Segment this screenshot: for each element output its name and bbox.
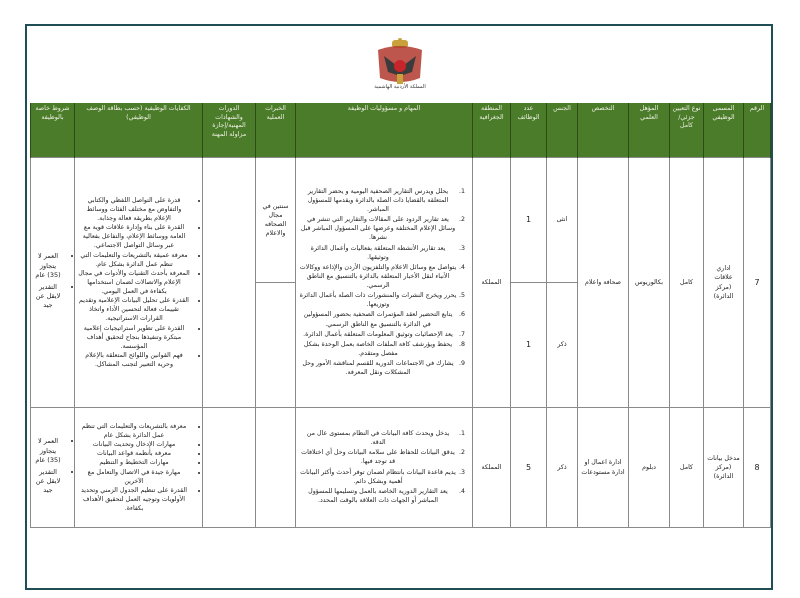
competency-item: • القدرة على تطوير استراتيجيات إعلامية مبتكرة وتنفيذها بنجاح لتحقيق أهداف المؤسسة. bbox=[78, 324, 190, 351]
tasks-list bbox=[299, 187, 469, 378]
task-item: 9. يشارك في الاجتماعات الدورية للقسم لمناقشة الأمور وحل المشكلات ونقل المعرفة. bbox=[299, 359, 457, 377]
condition-item: • التقدير لايقل عن جيد bbox=[34, 283, 62, 311]
task-item: 2. يدقق البيانات للحفاظ على سلامة البيانات وحل أي اختلافات قد توجد فيها. bbox=[299, 448, 457, 466]
conditions-cell bbox=[31, 158, 75, 408]
table-row bbox=[31, 158, 771, 283]
experience: سنتين في مجال الصحافه والاعلام bbox=[256, 158, 296, 283]
task-item: 1. يحلل ويدرس التقارير الصحفية اليومية و يحضر التقارير المتعلقة بالقضايا ذات الصلة بالدائرة ويقدمها للمسؤول المباشر. bbox=[299, 187, 457, 214]
condition-item: • التقدير لايقل عن جيد bbox=[34, 468, 62, 496]
tasks-cell bbox=[296, 408, 473, 528]
region: المملكة bbox=[473, 408, 511, 528]
condition-item: • العمر لا يتجاوز (35) عام bbox=[34, 252, 62, 280]
job-count: 1 bbox=[511, 158, 547, 283]
competency-item: • القدرة على بناء وإدارة علاقات قوية مع العامة ووسائط الإعلام، والتفاعل بفعالية عبر وسائل التواصل الاجتماعي. bbox=[78, 223, 190, 250]
row-number: 8 bbox=[744, 408, 771, 528]
competency-item: • مهارات التخطيط و التنظيم bbox=[78, 458, 190, 467]
task-item: 1. يدخل ويحدث كافة البيانات في النظام بمستوى عال من الدقة. bbox=[299, 429, 457, 447]
job-count: 1 bbox=[511, 283, 547, 408]
competency-item: • معرفة بأنظمة قواعد البيانات bbox=[78, 449, 190, 458]
experience-empty bbox=[256, 283, 296, 408]
task-item: 7. يعد الإحصائيات وتوثيق المعلومات المتعلقة بأعمال الدائرة. bbox=[299, 330, 457, 339]
tasks-cell bbox=[296, 158, 473, 408]
royal-emblem-icon bbox=[370, 38, 430, 90]
col-competencies: الكفايات الوظيفية (حسب بطاقة الوصف الوظيفي) bbox=[75, 103, 203, 158]
appointment-type: كامل bbox=[670, 408, 704, 528]
col-appointment-type: نوع التعيين جزئي/ كامل bbox=[670, 103, 704, 158]
competency-item: • المعرفة بأحدث التقنيات والأدوات في مجال الإعلام والاتصالات لضمان استخدامها بكفاءة في العمل اليومي. bbox=[78, 269, 190, 296]
competencies-cell bbox=[75, 408, 203, 528]
competency-item: • معرفة بالتشريعات والتعليمات التي تنظم عمل الدائرة بشكل عام bbox=[78, 422, 190, 440]
competency-item: • قدرة على التواصل اللفظي والكتابي والتفاوض مع مختلف الفئات ووسائط الإعلام بطريقة فعالة وجذابة. bbox=[78, 196, 190, 223]
task-item: 6. يتابع التحضير لعقد المؤتمرات الصحفية بحضور المسؤولين في الدائرة بالتنسيق مع الناطق الرسمي. bbox=[299, 310, 457, 328]
tasks-list bbox=[299, 429, 469, 505]
courses bbox=[203, 158, 256, 408]
job-title: مدخل بيانات (مركز الدائرة) bbox=[704, 408, 744, 528]
col-region: المنطقة الجغرافية bbox=[473, 103, 511, 158]
competencies-list bbox=[78, 422, 199, 513]
table-header-row bbox=[31, 103, 771, 158]
experience bbox=[256, 408, 296, 528]
appointment-type: كامل bbox=[670, 158, 704, 408]
job-title: اداري علاقات (مركز الدائرة) bbox=[704, 158, 744, 408]
task-item: 3. يديم قاعدة البيانات بانتظام لضمان توفر أحدث وأكثر البيانات أهمية وبشكل دائم. bbox=[299, 468, 457, 486]
gender: انثى bbox=[547, 158, 578, 283]
col-gender: الجنس bbox=[547, 103, 578, 158]
competency-item: • القدرة على تنظيم الجدول الزمني وتحديد الأولويات وتوجيه العمل لتحقيق الأهداف بكفاءة. bbox=[78, 486, 190, 513]
qualification: دبلوم bbox=[629, 408, 670, 528]
conditions-list bbox=[34, 437, 71, 496]
qualification: بكالوريوس bbox=[629, 158, 670, 408]
col-experience: الخبرات العملية bbox=[256, 103, 296, 158]
conditions-cell bbox=[31, 408, 75, 528]
col-job-count: عدد الوظائف bbox=[511, 103, 547, 158]
col-courses: الدورات والشهادات المهنية/إجازة مزاولة المهنة bbox=[203, 103, 256, 158]
competencies-cell bbox=[75, 158, 203, 408]
col-qualification: المؤهل العلمي bbox=[629, 103, 670, 158]
specialization: صحافة واعلام bbox=[578, 158, 629, 408]
conditions-list bbox=[34, 252, 71, 311]
competency-item: • القدرة على تحليل البيانات الإعلامية وتقديم تقييمات فعالة لتحسين الأداء واتخاذ القرارات الاستراتيجية. bbox=[78, 296, 190, 323]
competency-item: • مهارة جيدة في الاتصال والتعامل مع الآخرين bbox=[78, 468, 190, 486]
col-number: الرقم bbox=[744, 103, 771, 158]
col-job-title: المسمى الوظيفي bbox=[704, 103, 744, 158]
competency-item: • مهارات الإدخال وتحديث البيانات bbox=[78, 440, 190, 449]
region: المملكة bbox=[473, 158, 511, 408]
task-item: 4. يعد التقارير الدورية الخاصة بالعمل وتسليمها للمسؤول المباشر أو الجهات ذات العلاقة بالوقت المحدد. bbox=[299, 487, 457, 505]
courses bbox=[203, 408, 256, 528]
col-tasks: المهام و مسؤوليات الوظيفة bbox=[296, 103, 473, 158]
row-number: 7 bbox=[744, 158, 771, 408]
task-item: 8. يحفظ ويؤرشف كافة الملفات الخاصة بعمل الوحدة بشكل مفصل ومتقدم. bbox=[299, 340, 457, 358]
col-conditions: شروط خاصة بالوظيفة bbox=[31, 103, 75, 158]
task-item: 5. يحرر ويخرج النشرات والمنشورات ذات الصلة بأعمال الدائرة وتوزيعها. bbox=[299, 291, 457, 309]
gender: ذكر bbox=[547, 283, 578, 408]
col-specialization: التخصص bbox=[578, 103, 629, 158]
condition-item: • العمر لا يتجاوز (35) عام bbox=[34, 437, 62, 465]
emblem-caption: المملكة الأردنية الهاشمية bbox=[374, 84, 426, 90]
table-row bbox=[31, 408, 771, 528]
specialization: ادارة اعمال او ادارة مستودعات bbox=[578, 408, 629, 528]
gender: ذكر bbox=[547, 408, 578, 528]
jobs-table bbox=[30, 103, 771, 528]
job-count: 5 bbox=[511, 408, 547, 528]
task-item: 4. يتواصل مع وسائل الاعلام والتلفزيون الأردن والإذاعة ووكالات الأنباء لنقل الأخبار المتعلقة بالدائرة بالتنسيق مع الناطق الرسمي. bbox=[299, 263, 457, 290]
competencies-list bbox=[78, 196, 199, 369]
task-item: 3. يعد تقارير الأنشطة المتعلقة بفعاليات وأعمال الدائرة وتوثيقها. bbox=[299, 244, 457, 262]
task-item: 2. يعد تقارير الردود على المقالات والتقارير التي تنشر في وسائل الإعلام المختلفة وعرضها على المسؤول المباشر قبل نشرها. bbox=[299, 215, 457, 242]
competency-item: • معرفة عميقة بالتشريعات والتعليمات التي تنظم عمل الدائرة بشكل عام. bbox=[78, 251, 190, 269]
competency-item: • فهم القوانين واللوائح المتعلقة بالإعلام وحرية التعبير لتجنب المشاكل. bbox=[78, 351, 190, 369]
